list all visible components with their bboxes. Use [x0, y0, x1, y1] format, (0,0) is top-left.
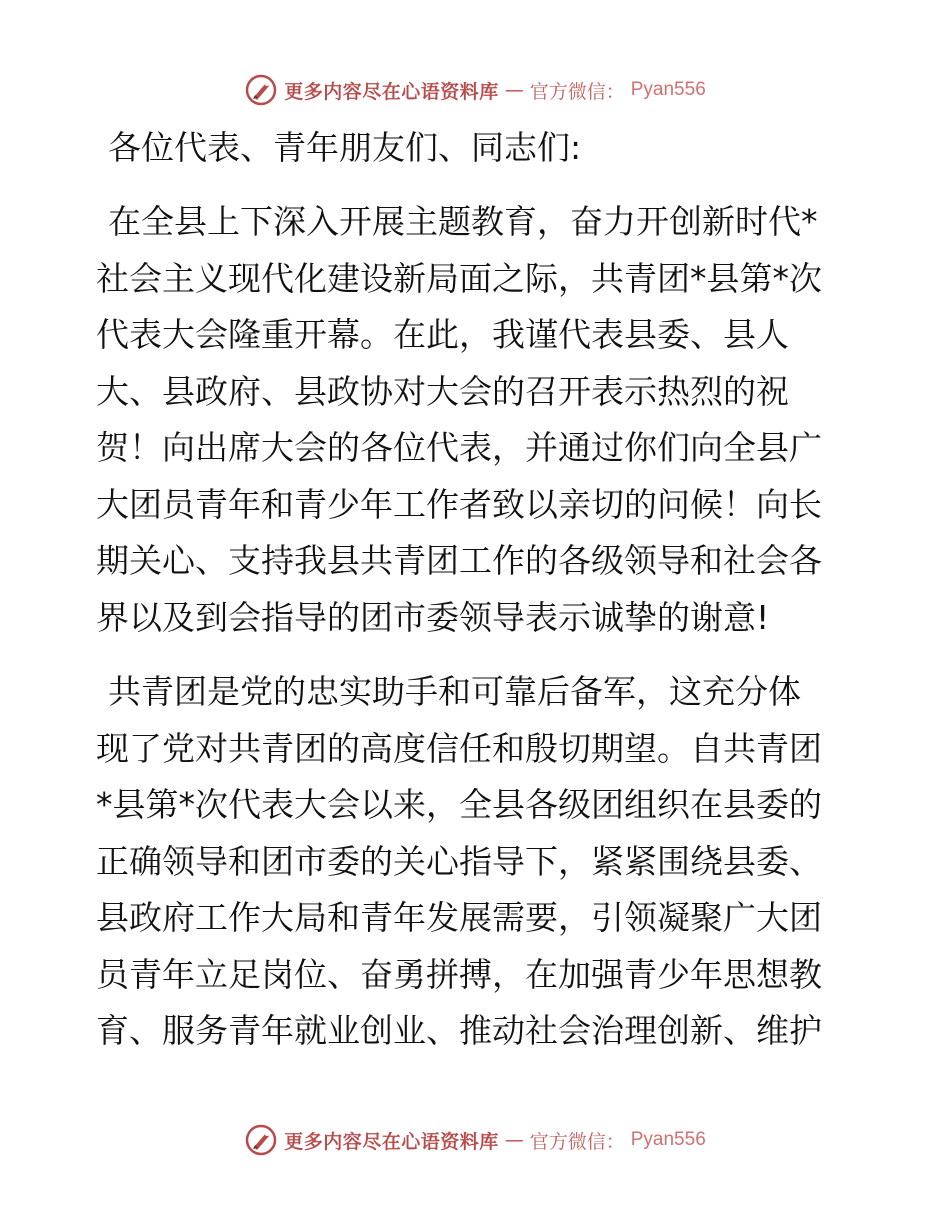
- watermark-wechat-label: 官方微信：: [529, 1130, 625, 1153]
- paragraph-2-line: 正确领导和团市委的关心指导下，紧紧围绕县委、: [96, 841, 822, 881]
- document-body: [96, 120, 856, 1078]
- paragraph-1-line: 社会主义现代化建设新局面之际，共青团*县第*次: [96, 258, 822, 298]
- paragraph-1-line: 代表大会隆重开幕。在此，我谨代表县委、县人: [96, 315, 789, 354]
- paragraph-2-line: 员青年立足岗位、奋勇拼搏，在加强青少年思想教: [96, 954, 822, 994]
- paragraph-2-line: 县政府工作大局和青年发展需要，引领凝聚广大团: [96, 898, 822, 937]
- salutation: 各位代表、青年朋友们、同志们:: [108, 128, 582, 167]
- watermark-wechat-id: Pyan556: [630, 79, 706, 100]
- watermark-site-text: 更多内容尽在心语资料库: [284, 1130, 499, 1153]
- watermark-dash: —: [504, 79, 524, 101]
- paragraph-2-line: *县第*次代表大会以来，全县各级团组织在县委的: [96, 785, 822, 824]
- paragraph-1: [96, 194, 856, 646]
- watermark-footer: [0, 1120, 950, 1160]
- pen-logo-icon: [244, 1123, 278, 1157]
- paragraph-2: [96, 664, 856, 1060]
- watermark-wechat-label: 官方微信：: [529, 80, 625, 103]
- pen-logo-icon: [244, 73, 278, 107]
- paragraph-1-line: 大团员青年和青少年工作者致以亲切的问候！向长: [96, 484, 822, 524]
- paragraph-2-line: 现了党对共青团的高度信任和殷切期望。自共青团: [96, 728, 822, 768]
- watermark-dash: —: [504, 1129, 524, 1151]
- paragraph-1-line: 贺！向出席大会的各位代表，并通过你们向全县广: [96, 428, 822, 467]
- paragraph-1-line: 在全县上下深入开展主题教育，奋力开创新时代*: [108, 202, 818, 241]
- paragraph-2-line: 共青团是党的忠实助手和可靠后备军，这充分体: [108, 672, 801, 711]
- paragraph-1-line: 大、县政府、县政协对大会的召开表示热烈的祝: [96, 371, 789, 411]
- paragraph-2-line: 育、服务青年就业创业、推动社会治理创新、维护: [96, 1011, 822, 1050]
- paragraph-1-line: 期关心、支持我县共青团工作的各级领导和社会各: [96, 541, 822, 580]
- paragraph-1-line: 界以及到会指导的团市委领导表示诚挚的谢意!: [96, 597, 770, 637]
- watermark-wechat-id: Pyan556: [630, 1129, 706, 1150]
- watermark-site-text: 更多内容尽在心语资料库: [284, 80, 499, 103]
- watermark-header: [0, 70, 950, 110]
